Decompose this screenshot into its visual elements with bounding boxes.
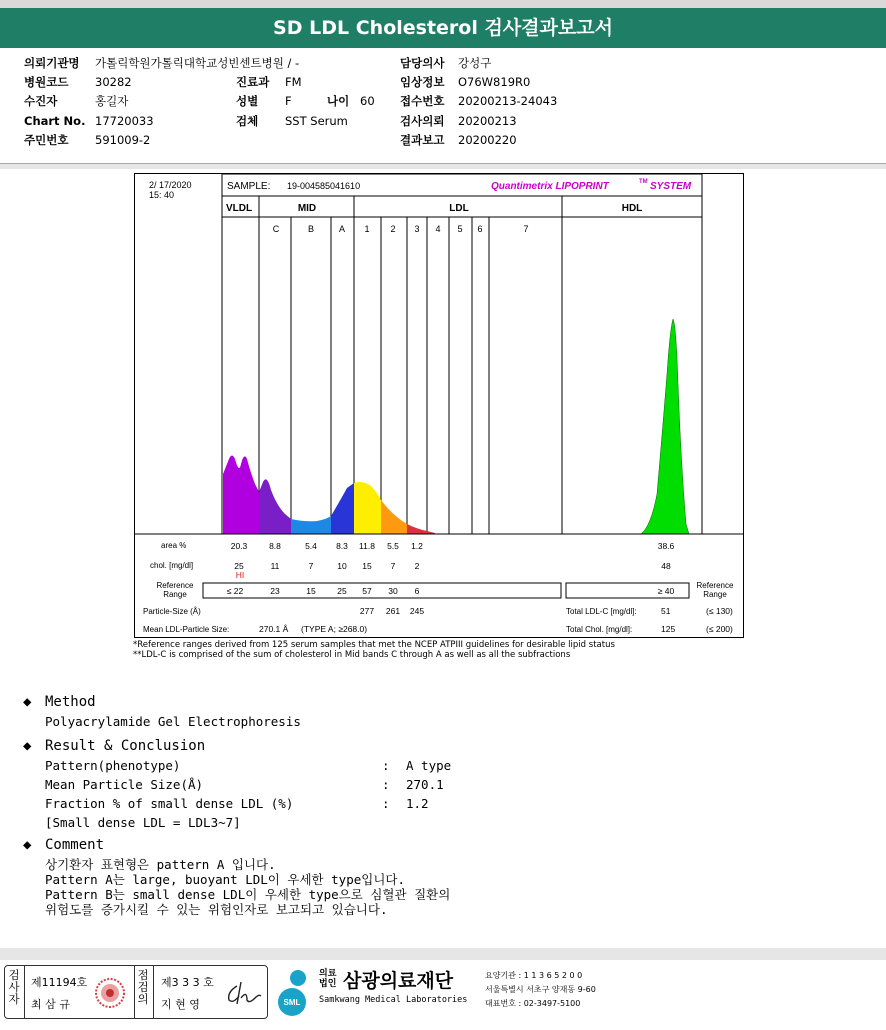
result-value-2: 270.1: [406, 777, 444, 792]
chart-no-value: 17720033: [95, 114, 154, 128]
result-label-1: Pattern(phenotype): [45, 758, 181, 773]
phone: 대표번호 : 02-3497-5100: [485, 999, 581, 1008]
result-sep-2: :: [382, 777, 390, 792]
hi-flag: HI: [235, 570, 245, 580]
reviewer-number: 제3 3 3 호: [161, 976, 214, 989]
top-strip: [0, 0, 886, 8]
hdl-ref-label-1: Reference: [696, 581, 734, 590]
footnote-1: *Reference ranges derived from 125 serum samples that met the NCEP ATPIII guidelines for desirable lipid status: [133, 640, 615, 650]
department-value: FM: [285, 75, 302, 89]
subband-a: A: [338, 224, 346, 234]
hospital-code-label: 병원코드: [24, 75, 69, 89]
row-ref-label-1: Reference: [156, 581, 194, 590]
subband-c: C: [272, 224, 280, 234]
peak-mid-b: [291, 516, 331, 534]
report-title: SD LDL Cholesterol 검사결과보고서: [0, 8, 886, 48]
doctor-label: 담당의사: [400, 56, 445, 70]
footnote-2: **LDL-C is comprised of the sum of cholesterol in Mid bands C through A as well as all the subfractions: [133, 650, 571, 660]
chol-b: 7: [308, 561, 314, 571]
subband-1: 1: [364, 224, 370, 234]
area-a: 8.3: [336, 541, 348, 551]
peak-ldl1: [354, 482, 381, 534]
area-c: 8.8: [269, 541, 281, 551]
comment-title: Comment: [45, 837, 105, 853]
comment-heading: [23, 837, 104, 853]
result-note: [Small dense LDL = LDL3~7]: [45, 815, 241, 830]
particle-size-label: Particle-Size (Å): [143, 607, 201, 616]
peak-mid-c: [259, 479, 291, 534]
comment-line-1: 상기환자 표현형은 pattern A 입니다.: [45, 857, 276, 872]
sample-label: SAMPLE:: [227, 181, 271, 192]
tester-label: 검 사 자: [8, 968, 20, 1006]
subband-7: 7: [523, 224, 529, 234]
chol-c: 11: [270, 561, 280, 571]
chol-ldl3: 2: [414, 561, 420, 571]
tester-number: 제11194호: [31, 976, 88, 989]
reviewer-name: 지 현 영: [161, 998, 200, 1011]
resident-id-label: 주민번호: [24, 133, 69, 147]
chol-a: 10: [337, 561, 347, 571]
area-row: [231, 541, 675, 551]
diamond-icon: ◆: [23, 738, 32, 754]
institution-value: 가톨릭학원가톨릭대학교성빈센트병원 / -: [95, 56, 300, 70]
sex-value: F: [285, 94, 292, 108]
lipoprint-chart: [134, 173, 744, 638]
hospital-code-value: 30282: [95, 75, 132, 89]
ref-b: 15: [306, 586, 316, 596]
chart-date: 2/ 17/2020: [149, 180, 192, 190]
reviewer-label: 점 검 의: [137, 968, 149, 1006]
chart-svg: [135, 174, 744, 638]
group-hdl: HDL: [621, 203, 643, 214]
sample-id: 19-004585041610: [287, 181, 361, 191]
corp-label: 의료 법인: [319, 969, 337, 989]
brand-system: SYSTEM: [650, 181, 692, 192]
group-mid: MID: [297, 203, 317, 214]
foundation-en: Samkwang Medical Laboratories: [319, 995, 468, 1005]
band-lines: [259, 196, 562, 534]
request-date-value: 20200213: [458, 114, 517, 128]
ref-hdl: ≥ 40: [657, 586, 675, 596]
signature-icon: [223, 978, 265, 1008]
resident-id-value: 591009-2: [95, 133, 151, 147]
comment-line-3: Pattern B는 small dense LDL이 우세한 type으로 심혈관 질환의: [45, 887, 451, 902]
subband-4: 4: [435, 224, 441, 234]
chol-vldl: 25: [234, 561, 244, 571]
care-number: 요양기관 : 1 1 3 6 5 2 0 0: [485, 971, 583, 980]
ref-c: 23: [270, 586, 280, 596]
area-vldl: 20.3: [230, 541, 248, 551]
total-chol-value: 125: [661, 624, 676, 634]
ref-vldl: ≤ 22: [226, 586, 244, 596]
patient-name-label: 수진자: [24, 94, 58, 108]
chart-time: 15: 40: [149, 190, 175, 200]
result-title: Result & Conclusion: [45, 738, 206, 754]
divider-band: [0, 164, 886, 169]
peak-hdl: [641, 319, 689, 534]
area-ldl2: 5.5: [387, 541, 399, 551]
particle-size-2: 261: [385, 606, 401, 616]
receipt-no-value: 20200213-24043: [458, 94, 558, 108]
chol-hdl: 48: [661, 561, 671, 571]
result-sep-3: :: [382, 796, 390, 811]
specimen-value: SST Serum: [285, 114, 348, 128]
subband-5: 5: [457, 224, 463, 234]
comment-line-2: Pattern A는 large, buoyant LDL이 우세한 type입니다.: [45, 872, 405, 887]
doctor-value: 강성구: [458, 56, 492, 70]
chol-ldl2: 7: [390, 561, 396, 571]
area-b: 5.4: [305, 541, 317, 551]
diamond-icon: ◆: [23, 837, 32, 853]
sex-label: 성별: [236, 94, 259, 108]
footer-band: [0, 948, 886, 960]
specimen-label: 검체: [236, 114, 259, 128]
mean-size-type: (TYPE A; ≥268.0): [301, 624, 368, 634]
hdl-ref-label-2: Range: [703, 590, 727, 599]
area-hdl: 38.6: [657, 541, 675, 551]
subband-3: 3: [414, 224, 420, 234]
chol-ldl1: 15: [362, 561, 372, 571]
institution-label: 의뢰기관명: [24, 56, 80, 70]
method-heading: [23, 694, 96, 710]
tester-name: 최 삼 규: [31, 998, 70, 1011]
sig-divider-2: [134, 966, 135, 1018]
subband-2: 2: [390, 224, 396, 234]
result-label-3: Fraction % of small dense LDL (%): [45, 796, 294, 811]
sig-divider-3: [153, 966, 154, 1018]
receipt-no-label: 접수번호: [400, 94, 445, 108]
method-text: Polyacrylamide Gel Electrophoresis: [45, 714, 301, 729]
area-ldl3: 1.2: [411, 541, 423, 551]
sml-logo-icon: [274, 966, 314, 1018]
total-ldl-label: Total LDL-C [mg/dl]:: [566, 607, 637, 616]
seal-icon: [93, 976, 127, 1010]
brand-tm: TM: [639, 179, 648, 185]
particle-size-1: 277: [359, 606, 375, 616]
diamond-icon: ◆: [23, 694, 32, 710]
age-label: 나이: [327, 94, 350, 108]
request-date-label: 검사의뢰: [400, 114, 445, 128]
row-chol-label: chol. [mg/dl]: [150, 561, 194, 570]
ref-row: [227, 586, 675, 596]
foundation-name: 삼광의료재단: [343, 970, 454, 992]
row-ref-label-2: Range: [163, 590, 187, 599]
logo-text: SML: [283, 998, 301, 1007]
total-ldl-ref: (≤ 130): [706, 606, 733, 616]
report-date-label: 결과보고: [400, 133, 445, 147]
electrophoresis-curve: [223, 319, 701, 534]
result-heading: [23, 738, 205, 754]
age-value: 60: [360, 94, 375, 108]
patient-name-value: 홍길자: [95, 94, 129, 108]
total-chol-label: Total Chol. [mg/dl]:: [566, 625, 633, 634]
peak-ldl3: [407, 524, 435, 534]
foundation-block: [274, 966, 884, 1018]
address: 서울특별시 서초구 양재동 9-60: [485, 985, 596, 994]
method-title: Method: [45, 694, 96, 710]
subband-6: 6: [477, 224, 483, 234]
ref-ldl1: 57: [362, 586, 372, 596]
signature-box: [4, 965, 268, 1019]
row-area-label: area %: [161, 541, 187, 550]
ref-range-box: [203, 583, 561, 598]
result-value-1: A type: [406, 758, 452, 773]
subband-b: B: [307, 224, 315, 234]
department-label: 진료과: [236, 75, 270, 89]
ref-ldl3: 6: [414, 586, 420, 596]
clinical-info-label: 임상정보: [400, 75, 445, 89]
particle-size-3: 245: [409, 606, 425, 616]
group-ldl: LDL: [449, 203, 469, 214]
chart-no-label: Chart No.: [24, 114, 86, 128]
clinical-info-value: O76W819R0: [458, 75, 531, 89]
peak-ldl2: [381, 500, 407, 534]
ref-a: 25: [337, 586, 347, 596]
sig-divider-1: [24, 966, 25, 1018]
ref-ldl2: 30: [388, 586, 398, 596]
peak-mid-a: [331, 483, 354, 534]
report-date-value: 20200220: [458, 133, 517, 147]
group-vldl: VLDL: [225, 203, 253, 214]
total-chol-ref: (≤ 200): [706, 624, 733, 634]
brand-name: Quantimetrix LIPOPRINT: [491, 181, 609, 192]
mean-size-value: 270.1 Å: [259, 624, 289, 634]
result-sep-1: :: [382, 758, 390, 773]
chol-row: [234, 561, 671, 571]
mean-size-label: Mean LDL-Particle Size:: [143, 625, 230, 634]
comment-line-4: 위험도를 증가시킬 수 있는 위험인자로 보고되고 있습니다.: [45, 902, 388, 917]
area-ldl1: 11.8: [359, 541, 375, 551]
total-ldl-value: 51: [661, 606, 671, 616]
result-label-2: Mean Particle Size(Å): [45, 777, 204, 792]
result-value-3: 1.2: [406, 796, 429, 811]
peak-vldl: [223, 456, 259, 535]
